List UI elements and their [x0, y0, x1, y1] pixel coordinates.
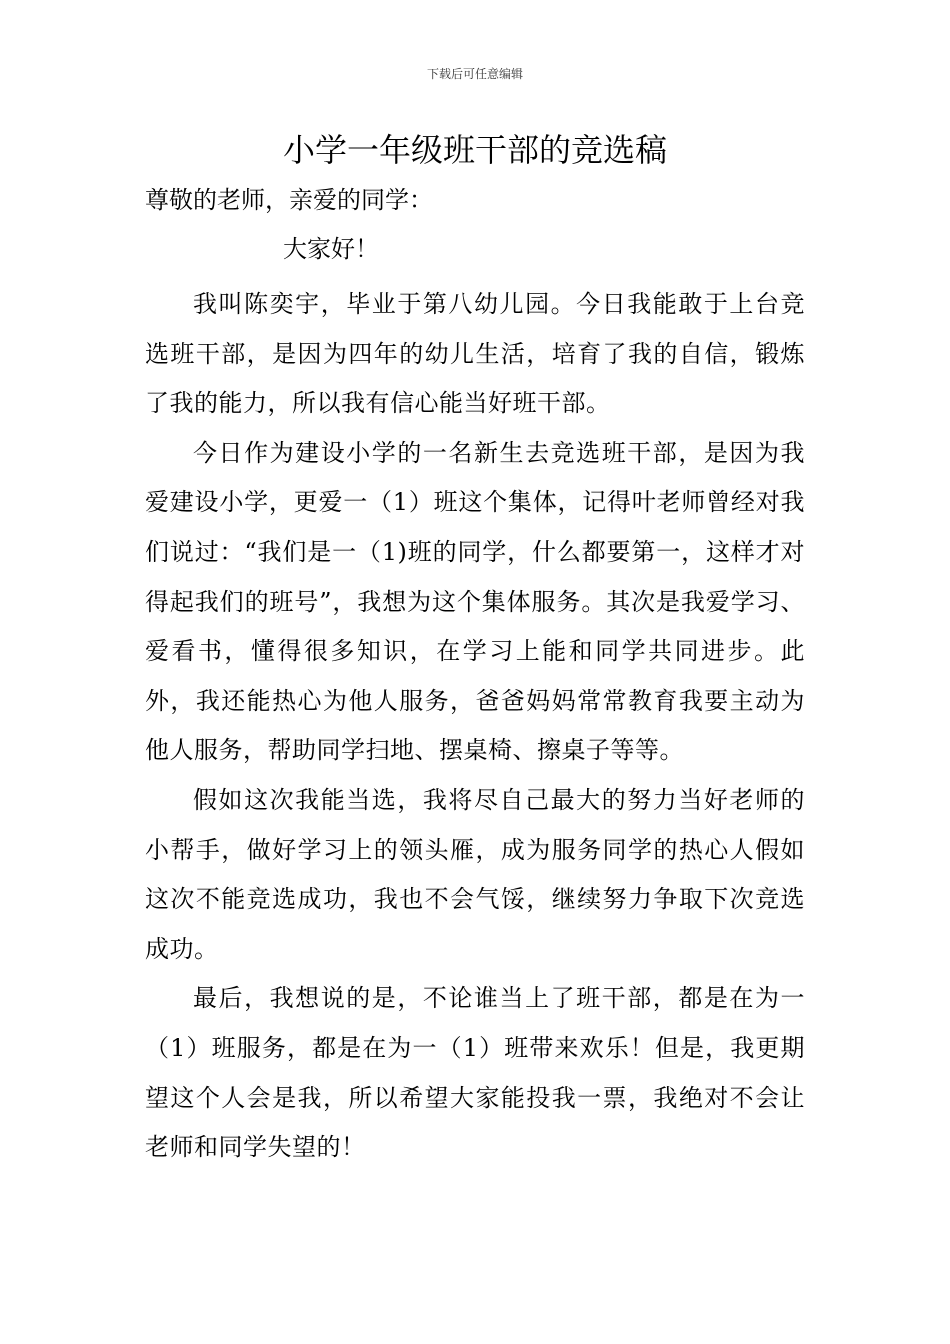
greeting: 大家好！: [283, 235, 379, 263]
paragraph-reasons: 今日作为建设小学的一名新生去竞选班干部，是因为我爱建设小学，更爱一（1）班这个集体，记得叶老师曾经对我们说过：“我们是一（1)班的同学，什么都要第一，这样才对得起我们的班号”，我想为这个集体服务。其次是我爱学习、爱看书，懂得很多知识，在学习上能和同学共同进步。此外，我还能热心为他人服务，爸爸妈妈常常教育我要主动为他人服务，帮助同学扫地、摆桌椅、擦桌子等等。: [145, 438, 805, 765]
salutation: 尊敬的老师，亲爱的同学：: [145, 186, 433, 214]
header-note: 下载后可任意编辑: [426, 67, 523, 81]
paragraph-introduction: 我叫陈奕宇，毕业于第八幼儿园。今日我能敢于上台竞选班干部，是因为四年的幼儿生活，培育了我的自信，锻炼了我的能力，所以我有信心能当好班干部。: [145, 290, 805, 418]
paragraph-closing: 最后，我想说的是，不论谁当上了班干部，都是在为一（1）班服务，都是在为一（1）班带来欢乐！但是，我更期望这个人会是我，所以希望大家能投我一票，我绝对不会让老师和同学失望的！: [145, 984, 805, 1162]
paragraph-commitment: 假如这次我能当选，我将尽自己最大的努力当好老师的小帮手，做好学习上的领头雁，成为服务同学的热心人假如这次不能竞选成功，我也不会气馁，继续努力争取下次竞选成功。: [145, 785, 805, 963]
body-text: [145, 280, 805, 1173]
document-title: 小学一年级班干部的竞选稿: [282, 131, 667, 169]
